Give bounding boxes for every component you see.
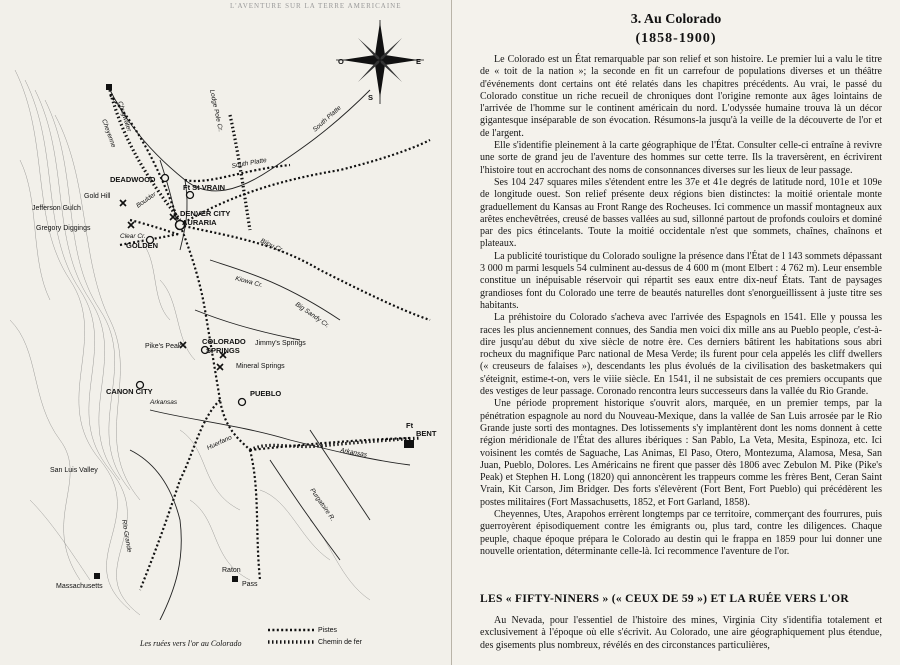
gold-cross-icon — [170, 214, 176, 220]
gold-cross-icon — [128, 222, 134, 228]
legend-row-railroad — [268, 636, 362, 648]
gold-cross-icon — [120, 200, 126, 206]
paragraph: Une période proprement historique s'ouvrit alors, marquée, en un premier temps, par la pénétration espagnole au nord du Nouveau-Mexique, dans la vallée de San Luis arrosée par le Rio Grande juste sorti des montagnes. Des lotissements s'y implantèrent dont les noms donnent à cette région méridionale de l'État des allures ibériques : San Pablo, La Veta, Mesita, Espinoza, etc. Ici voisinent les comtés de Saguache, Las Animas, El Paso, Otero, Montezuma, Alamosa, Mesa, San Juan, Pueblo, Dolores. Les Américains ne firent que passer dès 1806 avec Zebulon M. Pike (Pike's Peak) et Stephen H. Long (1820) qui annoncèrent les trappeurs comme les frères Bent, Ceran Saint Vrain, Kit Carson, Jim Bridger. Des forts s'élevèrent (Fort Bent, Fort Pueblo) qui précédèrent les postes militaires (Fort Massachusetts, 1852, et Fort Garland, 1858). — [480, 398, 882, 508]
label-raton: Raton — [222, 567, 241, 574]
label-lodge-pole: Lodge Pole Cr. — [208, 88, 224, 133]
label-chugwater: Chugwater — [116, 100, 133, 133]
label-colorado-springs-1: COLORADO — [202, 337, 246, 346]
pueblo-marker — [239, 399, 246, 406]
label-arkansas-1: Arkansas — [150, 399, 178, 406]
paragraph: Ses 104 247 squares miles s'étendent entre les 37e et 41e degrés de latitude nord, 101e et 109e de longitude ouest. Son relief présente deux régions bien distinctes: la moitié orientale monte graduellement du Kansas au Front Range des Rocheuses. Ici commence un massif montagneux aux arêtes enchevêtrées, creusé de basses vallées au sud, sillonné partout de profonds couloirs et dominé par des pics étincelants. Toute la moitié occidentale n'est que sommets, chaînes, chaînons et plateaux. — [480, 176, 882, 250]
paragraph: Le Colorado est un État remarquable par son relief et son histoire. Le premier lui a valu le titre de « toit de la nation »; la seconde en fit un carrefour de populations diverses et un théâtre d'événements dont certains ont été relatés dans les chapitres précédents. Au vrai, le passé du Colorado constitue un riche recueil de chroniques dont l'origine remonte aux âges lointains de l'arrivée de l'homme sur le continent américain du nord. L'odyssée humaine trouva là un décor gigantesque inséparable de son évocation. Résumons-la jusqu'à la veille de la découverte de l'or et de l'argent. — [480, 54, 882, 139]
label-big-sandy: Big Sandy Cr. — [293, 300, 331, 330]
label-bijou: Bijou Cr. — [259, 237, 285, 255]
label-south-platte-2: South Platte — [231, 156, 268, 170]
label-deadwood: DEADWOOD — [110, 175, 156, 184]
massachusetts-marker — [94, 573, 100, 579]
label-golden: GOLDEN — [126, 241, 159, 250]
label-massachusetts: Massachusetts — [56, 583, 103, 590]
gold-cross-icon — [217, 364, 223, 370]
label-jefferson-gulch: Jefferson Gulch — [32, 205, 81, 212]
label-auraria: AURARIA — [182, 218, 217, 227]
right-page — [452, 0, 900, 665]
label-clear-creek: Clear Cr. — [120, 233, 146, 240]
label-huerfano: Huerfano — [205, 434, 234, 452]
paragraph: La publicité touristique du Colorado souligne la présence dans l'État de l 143 sommets dépassant 3 000 m parmi lesquels 54 culminent au-dessus de 4 600 m (mont Elbert : 4 762 m). Leur ensemble constitue un inépuisable réservoir qui répartit ses eaux entre dix-neuf États. Tant de paysages grandioses font du Colorado une terre de beautés naturelles dont s'enorgueillissent à juste titre ses habitants. — [480, 250, 882, 311]
raton-marker — [232, 576, 238, 582]
fort-st-vrain-marker — [187, 192, 194, 199]
section-body — [480, 615, 882, 652]
compass-rose — [336, 20, 424, 104]
chapter-body — [480, 54, 882, 558]
label-boulder: Boulder — [135, 191, 158, 210]
paragraph: La préhistoire du Colorado s'acheva avec l'arrivée des Espagnols en 1541. Elle y poussa les races les plus anciennement connues, des Sandia men voici dix mille ans au Pueblo people, c'est-à-dire jusqu'au début du xive siècle de notre ère. Ces derniers bâtirent les habitations sous abri rocheux du magnifique Parc national de Mesa Verde; ils furent pour cela appelés les cliff dwellers (« creuseurs de falaises »), descendants les plus évolués de la civilisation des basketmakers qui s'éteignit, estime-t-on, vers le viiie siècle. En 1541, il ne subsistait de ces premiers occupants que des vestiges de leur passage. Coronado rencontra leurs successeurs dans la vallée du Rio Grande. — [480, 312, 882, 398]
map-legend — [268, 624, 362, 648]
label-colorado-springs-2: SPRINGS — [206, 346, 240, 355]
label-south-platte-1: South Platte — [311, 104, 343, 134]
label-kiowa: Kiowa Cr. — [234, 275, 264, 290]
railroad-swatch-icon — [268, 640, 314, 644]
label-san-luis-valley: San Luis Valley — [50, 467, 98, 474]
label-pueblo: PUEBLO — [250, 389, 282, 398]
map-labels — [32, 89, 437, 590]
deadwood-marker — [162, 175, 169, 182]
label-fort-bent-2: BENT — [416, 429, 437, 438]
label-gold-hill: Gold Hill — [84, 193, 111, 200]
running-head: L'AVENTURE SUR LA TERRE AMERICAINE — [230, 2, 402, 10]
compass-east-label: E — [416, 57, 422, 66]
legend-label-trails: Pistes — [318, 626, 338, 634]
label-mineral-springs: Mineral Springs — [236, 363, 285, 370]
chapter-dates: (1858-1900) — [635, 31, 717, 46]
label-cheyenne: Cheyenne — [100, 118, 117, 149]
label-denver-city: DENVER CITY — [180, 209, 231, 218]
label-rio-grande: Rio Grande — [120, 519, 133, 554]
label-purgatoire: Purgatoire R. — [308, 487, 337, 523]
compass-south-label: S — [368, 93, 374, 102]
map-caption: Les ruées vers l'or au Colorado — [140, 639, 242, 648]
paragraph: Cheyennes, Utes, Arapohos errèrent longtemps par ce territoire, commerçant des fourrures, puis guerroyèrent épisodiquement contre les émigrants ou, plus tard, contre les diligences. Chaque peuple, chaque époque prépara le Colorado au destin qui le frappa en 1859 pour lui donner une nouvelle orientation, déterminante celle-là. Ici recommence l'aventure de l'or. — [480, 508, 882, 557]
legend-label-railroad: Chemin de fer — [318, 638, 362, 646]
label-arkansas-2: Arkansas — [339, 447, 368, 459]
label-gregory-diggings: Gregory Diggings — [36, 225, 91, 232]
label-pikes-peak: Pike's Peak — [145, 343, 182, 350]
cheyenne-marker — [106, 84, 112, 90]
label-canon-city: CANON CITY — [106, 387, 153, 396]
colorado-gold-rush-map — [10, 20, 440, 620]
label-fort-bent-1: Ft — [406, 421, 414, 430]
map-drawing — [10, 20, 440, 620]
trail-swatch-icon — [268, 628, 314, 632]
chapter-title: 3. Au Colorado — [630, 12, 722, 27]
label-pass: Pass — [242, 581, 258, 588]
paragraph: Au Nevada, pour l'essentiel de l'histoire des mines, Virginia City s'identifia totalement et exclusivement à l'époque où elle s'écrivit. Au Colorado, une aire géographiquement plus étendue, des gisements plus nombreux, révélés en des circonstances particulières, — [480, 615, 882, 651]
fort-bent-marker — [404, 440, 414, 448]
legend-row-trails — [268, 624, 362, 636]
paragraph: Elle s'identifie pleinement à la carte géographique de l'État. Consulter celle-ci entraîne à revivre une sorte de grand jeu de l'aventure des hommes sur cette terre. Ils la traversèrent, en écrivirent l'histoire tout en accrochant des noms de consonnances diverses sur les lieux de leur passage. — [480, 140, 882, 176]
compass-west-label: O — [338, 57, 344, 66]
label-jimmys-springs: Jimmy's Springs — [255, 340, 306, 347]
label-fort-st-vrain: Ft St VRAIN — [183, 183, 226, 192]
section-heading: LES « FIFTY-NINERS » (« CEUX DE 59 ») ET LA RUÉE VERS L'OR — [480, 593, 849, 605]
mountain-hatching — [10, 70, 370, 615]
